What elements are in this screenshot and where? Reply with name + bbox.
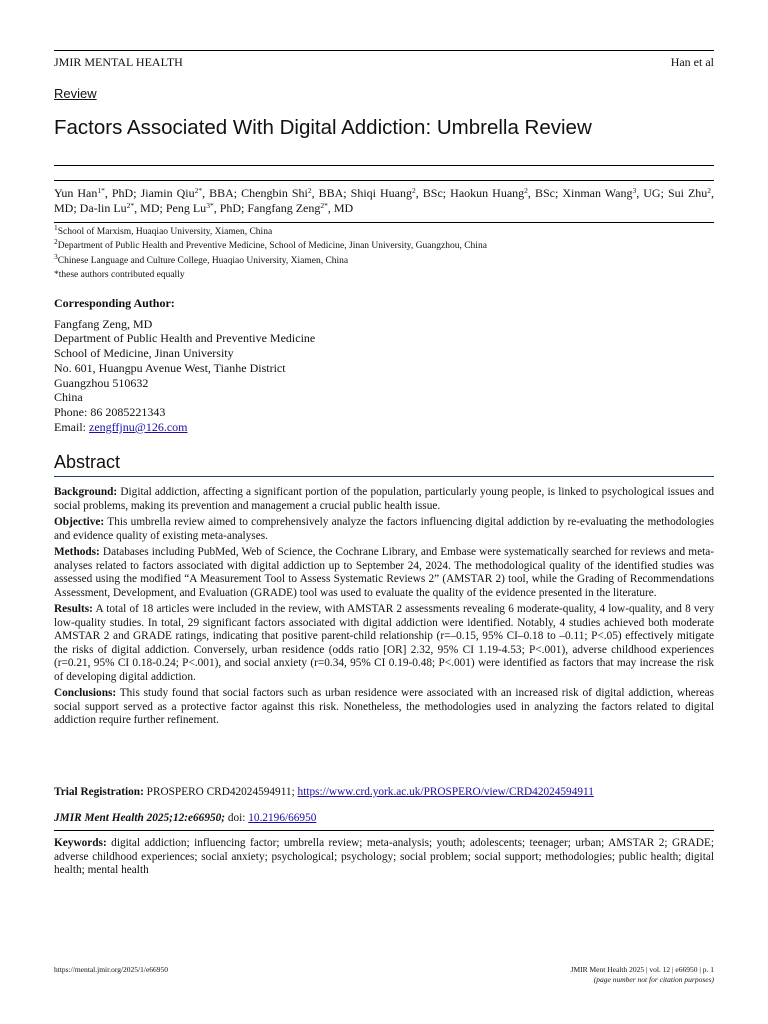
author-entry xyxy=(141,186,242,200)
author-entry xyxy=(166,201,248,215)
author-degree: , BSc; xyxy=(415,186,451,200)
author-degree: , BSc; xyxy=(527,186,563,200)
corr-line: School of Medicine, Jinan University xyxy=(54,346,234,361)
abstract-background: Background: Digital addiction, affecting a significant portion of the population, particularly young people, is linked to psychological issues and social problems, making its prevention and management a crucial public health issue. xyxy=(54,486,714,512)
abstract-body xyxy=(54,486,714,731)
author-name: Sui Zhu xyxy=(667,186,708,200)
footer-url: https://mental.jmir.org/2025/1/e66950 xyxy=(54,965,169,974)
affiliation-2: $^2$Department of Public Health and Preventive Medicine, School of Medicine, Jinan University, Guangzhou, China xyxy=(54,237,487,252)
keywords-rule xyxy=(54,830,714,831)
author-affiliation-marker: 3* xyxy=(206,201,214,210)
abstract-results: Results: A total of 18 articles were included in the review, with AMSTAR 2 assessments revealing 6 moderate-quality, 4 low-quality, and 8 very low-quality studies. In total, 29 significant factors associated with digital addiction were identified. Notably, 4 studies achieved both moderate AMSTAR 2 and GRADE ratings, indicating that positive parent-child relationship (r=–0.15, 95% CI–0.18 to –0.11; P<.05) effectively mitigate the risks of digital addiction. Conversely, urban residence (odds ratio [OR] 2.32, 95% CI 1.19-4.53; P<.001), adverse childhood experiences (r=0.21, 95% CI 0.18-0.24; P<.001), and social anxiety (r=0.34, 95% CI 0.19-0.48; P<.001) were identified as factors that may increase the risk of developing digital addiction. xyxy=(54,603,714,683)
author-affiliation-marker: 1* xyxy=(97,186,105,195)
citation-line: JMIR Ment Health 2025;12:e66950; doi: 10.2196/66950 xyxy=(54,812,317,824)
corr-line: Fangfang Zeng, MD xyxy=(54,316,153,331)
author-degree: , MD; xyxy=(134,201,166,215)
article-title: Factors Associated With Digital Addiction: Umbrella Review xyxy=(54,116,592,139)
corr-line: China xyxy=(54,390,83,405)
author-degree: , PhD; xyxy=(104,186,141,200)
top-rule xyxy=(54,50,714,51)
author-name: Yun Han xyxy=(54,186,98,200)
author-affiliation-marker: 2 xyxy=(524,186,528,195)
author-degree: , MD xyxy=(327,201,354,215)
corresponding-author xyxy=(54,296,714,434)
author-entry xyxy=(241,186,351,200)
author-list xyxy=(54,186,714,216)
authors-short: Han et al xyxy=(670,55,714,69)
author-name: Chengbin Shi xyxy=(241,186,308,200)
author-name: Shiqi Huang xyxy=(350,186,413,200)
journal-name: JMIR MENTAL HEALTH xyxy=(54,55,183,69)
corr-line: Phone: 86 2085221343 xyxy=(54,404,166,419)
keywords: Keywords: digital addiction; influencing factor; umbrella review; meta-analysis; youth; adolescents; teenager; urban; AMSTAR 2; GRADE; adverse childhood experiences; social anxiety; psychological; psychology; social problem; social support; methodologies; public health; digital health; mental health xyxy=(54,837,714,876)
author-entry xyxy=(450,186,562,200)
author-name: Jiamin Qiu xyxy=(140,186,195,200)
running-head xyxy=(54,55,714,70)
author-degree: , MD; xyxy=(54,186,715,215)
author-affiliation-marker: 2* xyxy=(126,201,135,210)
author-degree: , UG; xyxy=(636,186,668,200)
corr-email-line: Email: zengffjnu@126.com xyxy=(54,419,188,434)
author-affiliation-marker: 2 xyxy=(307,186,312,195)
author-name: Xinman Wang xyxy=(562,186,633,200)
abstract-rule xyxy=(54,476,714,477)
title-rule-2 xyxy=(54,180,714,181)
abstract-heading: Abstract xyxy=(54,452,121,472)
trial-registration: Trial Registration: PROSPERO CRD42024594911; https://www.crd.york.ac.uk/PROSPERO/view/CRD42024594911 xyxy=(54,786,594,798)
article-type: Review xyxy=(54,86,97,101)
authors-rule xyxy=(54,222,714,223)
corr-line: Guangzhou 510632 xyxy=(54,375,149,390)
author-affiliation-marker: 2 xyxy=(707,186,712,195)
author-name: Peng Lu xyxy=(165,201,207,215)
author-name: Haokun Huang xyxy=(450,186,525,200)
author-entry xyxy=(247,201,353,215)
email-link[interactable]: zengffjnu@126.com xyxy=(89,419,188,434)
corresponding-heading: Corresponding Author: xyxy=(54,296,175,310)
doi-link[interactable]: 10.2196/66950 xyxy=(248,812,317,824)
equal-contribution-note: *these authors contributed equally xyxy=(54,270,185,281)
author-entry xyxy=(562,186,668,200)
abstract-methods: Methods: Databases including PubMed, Web of Science, the Cochrane Library, and Embase were systematically searched for reviews and meta-analyses related to factors associated with digital addiction up to September 24, 2024. The methodological quality of the identified studies was assessed using the modified “A Measurement Tool to Assess Systematic Reviews 2” (AMSTAR 2) tool, while the Grading of Recommendations Assessment, Development, and Evaluation (GRADE) tool was used to evaluate the quality of the evidence presented in the literature. xyxy=(54,546,714,599)
author-entry xyxy=(351,186,451,200)
author-name: Da-lin Lu xyxy=(79,201,127,215)
footer-reference: JMIR Ment Health 2025 | vol. 12 | e66950 | p. 1 (page number not for citation purposes) xyxy=(570,965,714,984)
author-affiliation-marker: 3 xyxy=(632,186,637,195)
corr-line: Department of Public Health and Preventive Medicine xyxy=(54,331,316,346)
author-degree: , BBA; xyxy=(311,186,351,200)
affiliation-3: $^3$Chinese Language and Culture College, Huaqiao University, Xiamen, China xyxy=(54,251,349,266)
abstract-conclusions: Conclusions: This study found that social factors such as urban residence were associated with an increased risk of digital addiction, whereas social support served as a protective factor against this risk. Nonetheless, the methodologies used in analyzing the factors related to digital addiction require further refinement. xyxy=(54,687,714,726)
corr-line: No. 601, Huangpu Avenue West, Tianhe District xyxy=(54,360,286,375)
affiliation-1: $^1$School of Marxism, Huaqiao University, Xiamen, China xyxy=(54,223,273,237)
abstract-objective: Objective: This umbrella review aimed to comprehensively analyze the factors influencing digital addiction by re-evaluating the methodologies and evidence quality of existing meta-analyses. xyxy=(54,516,714,542)
author-affiliation-marker: 2 xyxy=(412,186,416,195)
author-affiliation-marker: 2* xyxy=(320,201,328,210)
author-degree: , BBA; xyxy=(202,186,242,200)
author-entry xyxy=(80,201,166,215)
author-entry xyxy=(54,186,141,200)
author-name: Fangfang Zeng xyxy=(247,201,321,215)
prospero-link[interactable]: https://www.crd.york.ac.uk/PROSPERO/view/CRD42024594911 xyxy=(297,786,594,798)
affiliations xyxy=(54,225,714,283)
author-degree: , PhD; xyxy=(213,201,248,215)
title-rule-1 xyxy=(54,165,714,166)
author-affiliation-marker: 2* xyxy=(194,186,203,195)
